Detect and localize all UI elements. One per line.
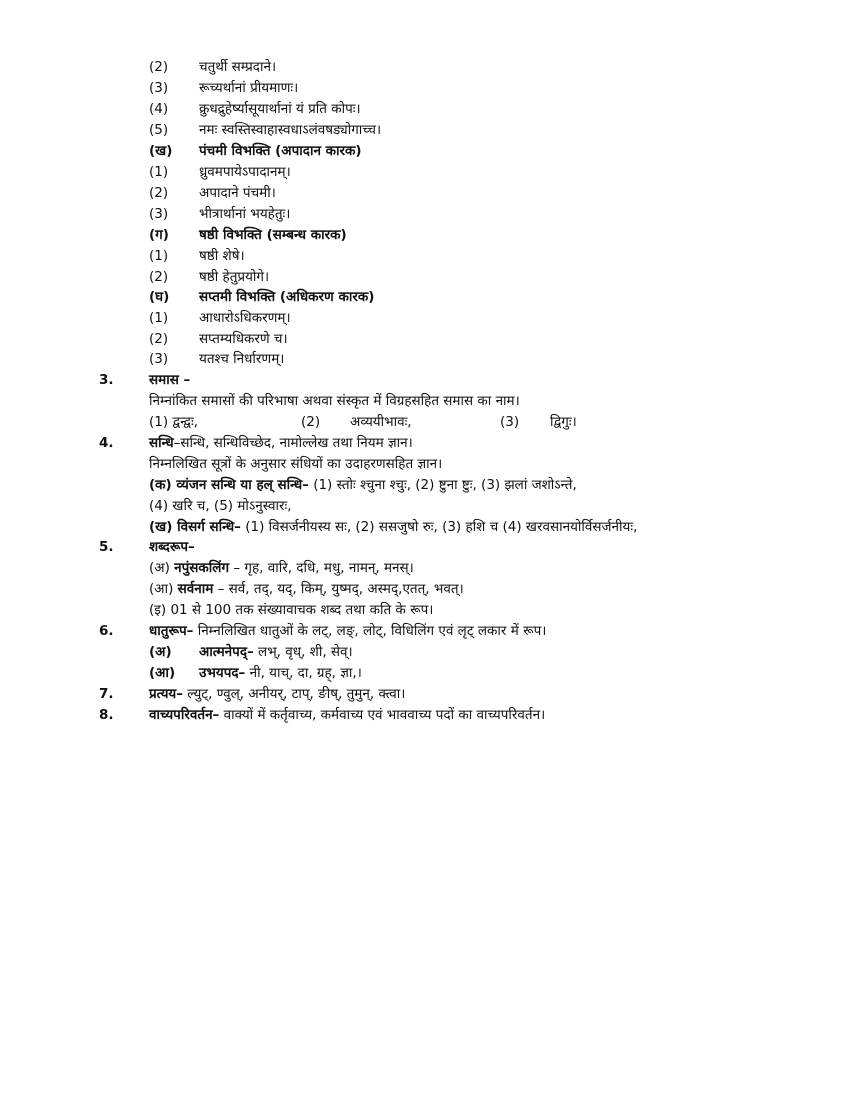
item-text: क्रुधद्रुहेर्ष्यासूयार्थानां यं प्रति कोपः। [199,101,361,117]
section-title: सन्धि [149,435,174,451]
item-number: (2) [149,269,169,285]
sandhi-text: (4) खरि च, (5) मोऽनुस्वारः, [149,498,292,514]
subsection-number: (ग) [149,227,169,243]
section-number: 7. [99,686,114,702]
option-number: (2) [301,414,321,430]
item-label: नपुंसकलिंग [174,560,230,576]
item-text: षष्ठी हेतुप्रयोगे। [199,269,270,285]
item-text: अपादाने पंचमी। [199,185,276,201]
section-title-rest: निम्नलिखित धातुओं के लट्, लङ्, लोट्, विधिलिंग एवं लृट् लकार में रूप। [193,623,547,639]
item-number: (4) [149,101,169,117]
item-number: (3) [149,351,169,367]
item-number: (2) [149,185,169,201]
sandhi-label: (क) व्यंजन सन्धि या हल् सन्धि– [149,477,309,493]
item-text: नमः स्वस्तिस्वाहास्वधाऽलंवषड्योगाच्च। [199,122,382,138]
item-number: (2) [149,331,169,347]
item-text: रूच्यर्थानां प्रीयमाणः। [199,80,299,96]
item-number: (अ) [149,644,172,660]
item-text: नी, याच्, दा, ग्रह्, ज्ञा,। [245,665,362,681]
item-text: चतुर्थी सम्प्रदाने। [199,59,277,75]
section-number: 8. [99,707,114,723]
item-text: भीत्रार्थानां भयहेतुः। [199,206,291,222]
option-number: (3) [500,414,520,430]
section-number: 6. [99,623,114,639]
section-title: शब्दरूप– [149,539,195,555]
item-number: (1) [149,310,169,326]
item-number: (3) [149,206,169,222]
item-text: (इ) 01 से 100 तक संख्यावाचक शब्द तथा कति के रूप। [149,602,434,618]
item-number: (2) [149,59,169,75]
item-text: यतश्च निर्धारणम्। [199,351,285,367]
sandhi-text: (1) विसर्जनीयस्य सः, (2) ससजुषो रुः, (3) हशि च (4) खरवसानयोर्विसर्जनीयः, [240,519,638,535]
section-text: वाक्यों में कर्तृवाच्य, कर्मवाच्य एवं भाववाच्य पदों का वाच्यपरिवर्तन। [219,707,546,723]
item-number: (आ) [149,665,176,681]
subsection-title: सप्तमी विभक्ति (अधिकरण कारक) [199,289,375,305]
section-number: 3. [99,372,114,388]
item-number: (5) [149,122,169,138]
subsection-title: पंचमी विभक्ति (अपादान कारक) [199,143,362,159]
subsection-number: (ख) [149,143,173,159]
sandhi-text: (1) स्तोः श्चुना श्चुः, (2) ष्टुना ष्टुः, (3) झलां जशोऽन्ते, [308,477,577,493]
section-number: 5. [99,539,114,555]
item-number: (1) [149,164,169,180]
item-number: (3) [149,80,169,96]
item-label: उभयपद– [199,665,246,681]
item-label: आत्मनेपद्– [199,644,254,660]
item-text: आधारोऽधिकरणम्। [199,310,291,326]
option-text: (1) द्वन्द्वः, [149,414,198,430]
subsection-number: (घ) [149,289,170,305]
item-text: – सर्व, तद्, यद्, किम्, युष्मद्, अस्मद्,एतत्, भवत्। [213,581,464,597]
item-text: सप्तम्यधिकरणे च। [199,331,288,347]
section-title: वाच्यपरिवर्तन– [149,707,220,723]
item-text: ध्रुवमपायेऽपादानम्। [199,164,291,180]
item-text: लभ्, वृध्, शी, सेव्। [253,644,353,660]
section-title: धातुरूप– [149,623,194,639]
option-text: द्विगुः। [550,414,577,430]
sandhi-label: (ख) विसर्ग सन्धि– [149,519,241,535]
paragraph-text: निम्नांकित समासों की परिभाषा अथवा संस्कृत में विग्रहसहित समास का नाम। [149,393,520,409]
item-text: – गृह, वारि, दधि, मधु, नामन्, मनस्। [229,560,414,576]
item-label: सर्वनाम [177,581,214,597]
section-title: समास – [149,372,191,388]
item-prefix: (आ) [149,581,178,597]
item-text: षष्ठी शेषे। [199,248,245,264]
section-text: ल्युट्, ण्वुल्, अनीयर्, टाप्, ङीष्, तुमुन्, क्त्वा। [183,686,406,702]
section-title-rest: –सन्धि, सन्धिविच्छेद, नामोल्लेख तथा नियम ज्ञान। [173,435,413,451]
subsection-title: षष्ठी विभक्ति (सम्बन्ध कारक) [199,227,347,243]
paragraph-text: निम्नलिखित सूत्रों के अनुसार संधियों का उदाहरणसहित ज्ञान। [149,456,443,472]
section-title: प्रत्यय– [149,686,184,702]
option-text: अव्ययीभावः, [350,414,412,430]
section-number: 4. [99,435,114,451]
item-prefix: (अ) [149,560,175,576]
item-number: (1) [149,248,169,264]
